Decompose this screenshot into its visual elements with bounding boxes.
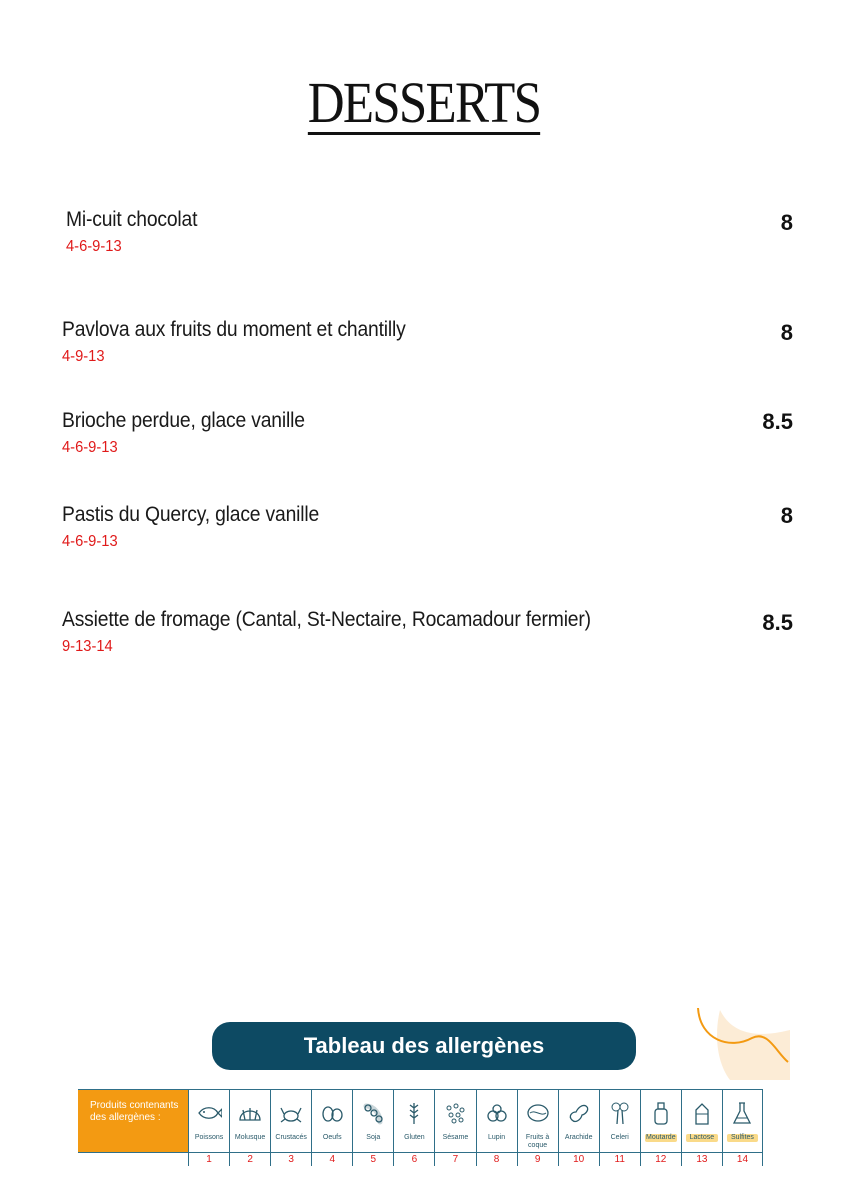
allergen-number: 4 — [329, 1154, 336, 1165]
lupin-icon — [484, 1100, 510, 1126]
item-allergens: 4-9-13 — [62, 348, 105, 365]
decorative-swirl-icon — [690, 1000, 790, 1080]
allergen-number: 6 — [411, 1154, 418, 1165]
allergen-label: Molusque — [234, 1134, 266, 1141]
eggs-icon — [319, 1100, 345, 1126]
allergen-number: 11 — [614, 1154, 625, 1165]
allergen-label: Moutarde — [646, 1134, 676, 1141]
allergen-column — [393, 1090, 434, 1166]
allergen-label: Poissons — [194, 1134, 224, 1141]
menu-item — [66, 208, 806, 256]
item-name: Assiette de fromage (Cantal, St-Nectaire, Rocamadour fermier) — [62, 608, 591, 631]
allergen-table-banner: Tableau des allergènes — [212, 1022, 636, 1070]
allergen-column — [476, 1090, 517, 1166]
allergen-column — [640, 1090, 681, 1166]
item-allergens: 4-6-9-13 — [66, 238, 122, 255]
allergen-number: 1 — [206, 1154, 212, 1165]
allergen-column — [311, 1090, 352, 1166]
item-price: 8 — [780, 503, 793, 528]
item-name: Pastis du Quercy, glace vanille — [62, 503, 320, 526]
allergen-number: 12 — [655, 1154, 667, 1165]
allergen-number: 14 — [736, 1154, 749, 1165]
allergen-label: Arachide — [564, 1134, 593, 1141]
allergen-number: 8 — [493, 1154, 500, 1165]
allergen-label: Oeufs — [322, 1134, 342, 1141]
allergen-column — [681, 1090, 722, 1166]
soy-icon — [360, 1100, 386, 1126]
celery-icon — [607, 1100, 633, 1126]
allergen-number: 3 — [288, 1154, 294, 1165]
fish-icon — [196, 1100, 222, 1126]
allergen-column — [434, 1090, 475, 1166]
menu-item — [62, 503, 802, 551]
allergen-column — [270, 1090, 311, 1166]
milk-icon — [689, 1100, 715, 1126]
allergen-column — [229, 1090, 270, 1166]
item-name: Mi-cuit chocolat — [66, 208, 198, 231]
shell-icon — [237, 1100, 263, 1126]
sesame-icon — [442, 1100, 468, 1126]
wheat-icon — [401, 1100, 427, 1126]
allergen-label: Gluten — [404, 1134, 425, 1141]
item-name: Brioche perdue, glace vanille — [62, 409, 305, 432]
allergen-label: Sulfites — [730, 1134, 754, 1141]
menu-item — [62, 318, 802, 366]
allergen-column — [517, 1090, 558, 1166]
item-allergens: 9-13-14 — [62, 638, 113, 655]
allergen-label: Lactose — [689, 1134, 715, 1141]
allergen-column — [722, 1090, 763, 1166]
allergen-number: 9 — [534, 1154, 541, 1165]
allergen-table-header: Produits contenants des allergènes : — [78, 1090, 188, 1152]
item-allergens: 4-6-9-13 — [62, 439, 118, 456]
allergen-column — [599, 1090, 640, 1166]
item-price: 8.5 — [762, 409, 793, 434]
allergen-column — [352, 1090, 393, 1166]
peanut-icon — [566, 1100, 592, 1126]
allergen-table — [78, 1089, 763, 1166]
page-title: DESSERTS — [307, 70, 541, 135]
nut-icon — [525, 1100, 551, 1126]
menu-item — [62, 409, 802, 457]
allergen-number: 5 — [370, 1154, 377, 1165]
item-price: 8 — [780, 210, 793, 235]
allergen-column — [558, 1090, 599, 1166]
item-allergens: 4-6-9-13 — [62, 533, 118, 550]
flask-icon — [729, 1100, 755, 1126]
allergen-column — [188, 1090, 229, 1166]
item-name: Pavlova aux fruits du moment et chantilly — [62, 318, 406, 341]
crab-icon — [278, 1100, 304, 1126]
allergen-number: 13 — [696, 1154, 708, 1165]
allergen-label: Crustacés — [275, 1134, 307, 1141]
mustard-icon — [648, 1100, 674, 1126]
allergen-number: 10 — [573, 1154, 585, 1165]
item-price: 8.5 — [762, 610, 793, 635]
allergen-label: Lupin — [487, 1134, 506, 1141]
allergen-label: Soja — [366, 1134, 381, 1141]
allergen-label: Sésame — [442, 1134, 469, 1141]
item-price: 8 — [780, 320, 793, 345]
allergen-number: 2 — [247, 1154, 253, 1165]
allergen-label: Fruits à coque — [525, 1134, 550, 1149]
allergen-label: Celeri — [610, 1134, 629, 1141]
menu-item — [62, 608, 802, 656]
allergen-number: 7 — [452, 1154, 459, 1165]
